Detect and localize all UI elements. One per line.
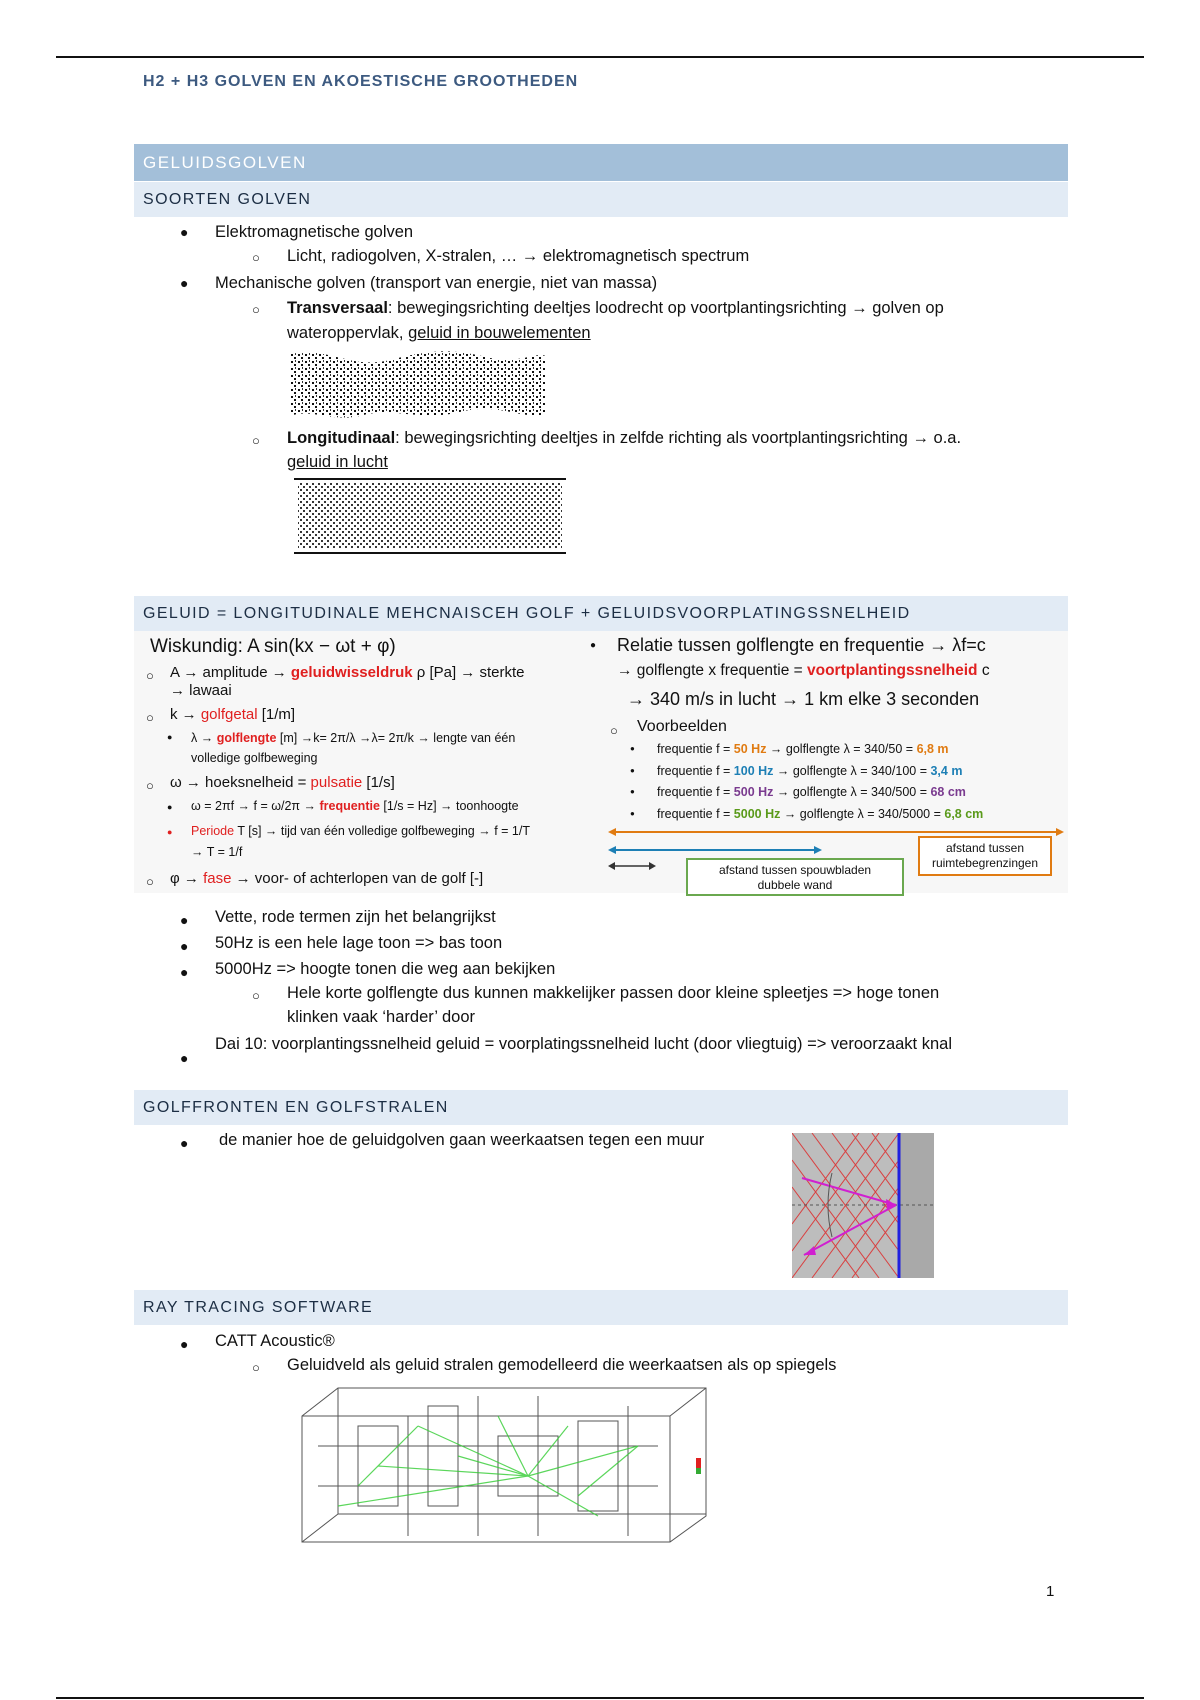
golffronten-bullet: de manier hoe de geluidgolven gaan weerkaatsen tegen een muur <box>219 1131 705 1149</box>
note-korte-golflengte-2: klinken vaak ‘harder’ door <box>287 1008 476 1026</box>
frequentie-line <box>191 798 519 814</box>
example-text: frequentie f = 500 Hz → golflengte λ = 340/500 = 68 cm <box>657 785 966 799</box>
pulsatie-term: pulsatie <box>310 774 363 791</box>
periode-line-2: → T = 1/f <box>191 845 243 859</box>
note-50hz: 50Hz is een hele lage toon => bas toon <box>215 934 503 952</box>
fase-line <box>170 870 483 888</box>
heading-geluidsgolven: GELUIDSGOLVEN <box>134 144 1068 181</box>
lucht-snelheid-line: → 340 m/s in lucht → 1 km elke 3 seconden <box>627 689 980 709</box>
periode-text: T [s] → tijd van één volledige golfbeweging → f = 1/T <box>234 824 530 838</box>
bullet-icon: ● <box>630 765 635 775</box>
example-text: frequentie f = 5000 Hz → golflengte λ = 340/5000 = 6,8 cm <box>657 806 984 821</box>
examples-list <box>630 740 1070 826</box>
note-5000hz: 5000Hz => hoogte tonen die weg aan bekijken <box>215 960 556 978</box>
circle-bullet-icon: ○ <box>146 710 154 725</box>
document-title: H2 + H3 GOLVEN EN AKOESTISCHE GROOTHEDEN <box>143 73 579 90</box>
bottom-rule <box>56 1697 1144 1699</box>
longitudinaal-text: : bewegingsrichting deeltjes in zelfde richting als voortplantingsrichting → o.a. <box>395 429 962 447</box>
subheading-soorten-golven: SOORTEN GOLVEN <box>134 182 1068 217</box>
sub-bullet-licht: Licht, radiogolven, X-stralen, … → elektromagnetisch spectrum <box>287 247 750 265</box>
longitudinaal-underlined: geluid in lucht <box>287 453 388 471</box>
bullet-icon: ● <box>590 640 597 651</box>
golfgetal-term: golfgetal <box>200 706 258 723</box>
note-vette-termen: Vette, rode termen zijn het belangrijkst <box>215 908 496 926</box>
hoeksnelheid-text: ω → hoeksnelheid = <box>170 774 311 791</box>
voortplanting-prefix: → golflengte x frequentie = <box>617 662 807 679</box>
amplitude-line <box>170 664 525 682</box>
bullet-icon: ● <box>180 275 189 291</box>
bullet-icon: ● <box>180 1336 189 1352</box>
example-row <box>630 783 1070 805</box>
circle-bullet-icon: ○ <box>146 874 154 889</box>
periode-line <box>191 823 530 839</box>
circle-bullet-icon: ○ <box>252 302 260 317</box>
transversaal-text: : bewegingsrichting deeltjes loodrecht op voortplantingsrichting → golven op <box>387 299 944 317</box>
bullet-icon: ● <box>167 732 173 742</box>
page-number: 1 <box>1046 1583 1055 1600</box>
transversal-wave-image <box>290 346 546 422</box>
wall-reflection-image <box>792 1133 934 1278</box>
circle-bullet-icon: ○ <box>146 778 154 793</box>
golfgetal-line <box>170 706 295 724</box>
bullet-icon: ● <box>180 224 189 240</box>
golflengte-line-2: volledige golfbeweging <box>191 751 318 765</box>
golflengte-line <box>191 730 515 746</box>
bullet-icon: ● <box>180 1050 189 1066</box>
voortplanting-suffix: c <box>977 662 990 679</box>
golflengte-prefix: λ → <box>191 731 217 745</box>
box-spouwbladen-label: afstand tussen spouwbladen dubbele wand <box>718 863 872 892</box>
golfgetal-unit: [1/m] <box>257 706 296 723</box>
periode-term: Periode <box>191 824 235 838</box>
circle-bullet-icon: ○ <box>610 723 618 738</box>
voortplanting-line <box>617 662 990 680</box>
bullet-icon: ● <box>630 787 635 796</box>
amplitude-line-2: → lawaai <box>170 682 232 699</box>
top-rule <box>56 56 1144 58</box>
golflengte-text: [m] →k= 2π/λ →λ= 2π/k → lengte van één <box>276 731 516 745</box>
pulsatie-unit: [1/s] <box>362 774 395 791</box>
transversaal-underlined: geluid in bouwelementen <box>408 324 591 342</box>
box-spouwbladen <box>686 858 904 896</box>
frequentie-prefix: ω = 2πf → f = ω/2π → <box>191 799 320 813</box>
bullet-icon: ● <box>167 802 173 812</box>
catt-acoustic-model-image <box>298 1386 710 1544</box>
circle-bullet-icon: ○ <box>252 988 260 1003</box>
bullet-icon: ● <box>180 964 189 980</box>
voortplantingssnelheid-term: voortplantingssnelheid <box>807 662 978 679</box>
box-ruimtebegrenzingen <box>918 836 1052 876</box>
golflengte-term: golflengte <box>216 731 277 745</box>
fase-text: → voor- of achterlopen van de golf [-] <box>231 870 484 887</box>
transversaal-line <box>287 297 944 319</box>
circle-bullet-icon: ○ <box>146 668 154 683</box>
longitudinaal-label: Longitudinaal <box>287 429 396 447</box>
example-row <box>630 740 1070 762</box>
circle-bullet-icon: ○ <box>252 250 260 265</box>
math-formula-title: Wiskundig: A sin(kx − ωt + φ) <box>150 636 396 657</box>
bullet-elektromagnetisch: Elektromagnetische golven <box>215 223 414 241</box>
subheading-ray-tracing: RAY TRACING SOFTWARE <box>134 1290 1068 1325</box>
note-korte-golflengte: Hele korte golflengte dus kunnen makkelijker passen door kleine spleetjes => hoge tonen <box>287 984 940 1002</box>
bullet-mechanisch: Mechanische golven (transport van energie, niet van massa) <box>215 274 658 292</box>
ray-tracing-bullet: CATT Acoustic® <box>215 1332 335 1350</box>
bullet-icon: ● <box>630 808 635 818</box>
longitudinal-wave-image <box>294 477 566 555</box>
hoeksnelheid-line <box>170 774 395 792</box>
fase-term: fase <box>203 870 232 887</box>
circle-bullet-icon: ○ <box>252 1360 260 1375</box>
note-dai-10: Dai 10: voorplantingssnelheid geluid = voorplatingssnelheid lucht (door vliegtuig) => veroorzaakt knal <box>215 1035 952 1053</box>
longitudinaal-line <box>287 427 961 449</box>
circle-bullet-icon: ○ <box>252 433 260 448</box>
relatie-line: Relatie tussen golflengte en frequentie → λf=c <box>617 635 986 655</box>
geluidwisseldruk-term: geluidwisseldruk <box>290 664 413 681</box>
example-text: frequentie f = 100 Hz → golflengte λ = 340/100 = 3,4 m <box>657 763 963 778</box>
bullet-icon: ● <box>167 827 173 837</box>
transversaal-text-2: wateroppervlak, <box>287 324 409 342</box>
transversaal-label: Transversaal <box>287 299 388 317</box>
example-text: frequentie f = 50 Hz → golflengte λ = 340/50 = 6,8 m <box>657 742 949 756</box>
ray-tracing-sub-bullet: Geluidveld als geluid stralen gemodelleerd die weerkaatsen als op spiegels <box>287 1356 837 1374</box>
box-ruimtebegrenzingen-label: afstand tussen ruimtebegrenzingen <box>931 841 1039 870</box>
example-row <box>630 762 1070 784</box>
golfgetal-prefix: k → <box>170 706 201 723</box>
bullet-icon: ● <box>180 938 189 954</box>
bullet-icon: ● <box>180 912 189 928</box>
transversaal-line-2 <box>287 322 591 344</box>
subheading-geluid-longitudinaal: GELUID = LONGITUDINALE MEHCNAISCEH GOLF + GELUIDSVOORPLATINGSSNELHEID <box>134 596 1068 631</box>
subheading-golffronten: GOLFFRONTEN EN GOLFSTRALEN <box>134 1090 1068 1125</box>
amplitude-text: A → amplitude → <box>170 664 291 681</box>
fase-prefix: φ → <box>170 870 204 887</box>
voorbeelden-label: Voorbeelden <box>637 718 727 735</box>
amplitude-unit: ρ [Pa] → sterkte <box>412 664 525 681</box>
frequentie-term: frequentie <box>319 799 380 813</box>
frequentie-text: [1/s = Hz] → toonhoogte <box>379 799 519 813</box>
bullet-icon: ● <box>630 744 635 753</box>
bullet-icon: ● <box>180 1135 189 1151</box>
